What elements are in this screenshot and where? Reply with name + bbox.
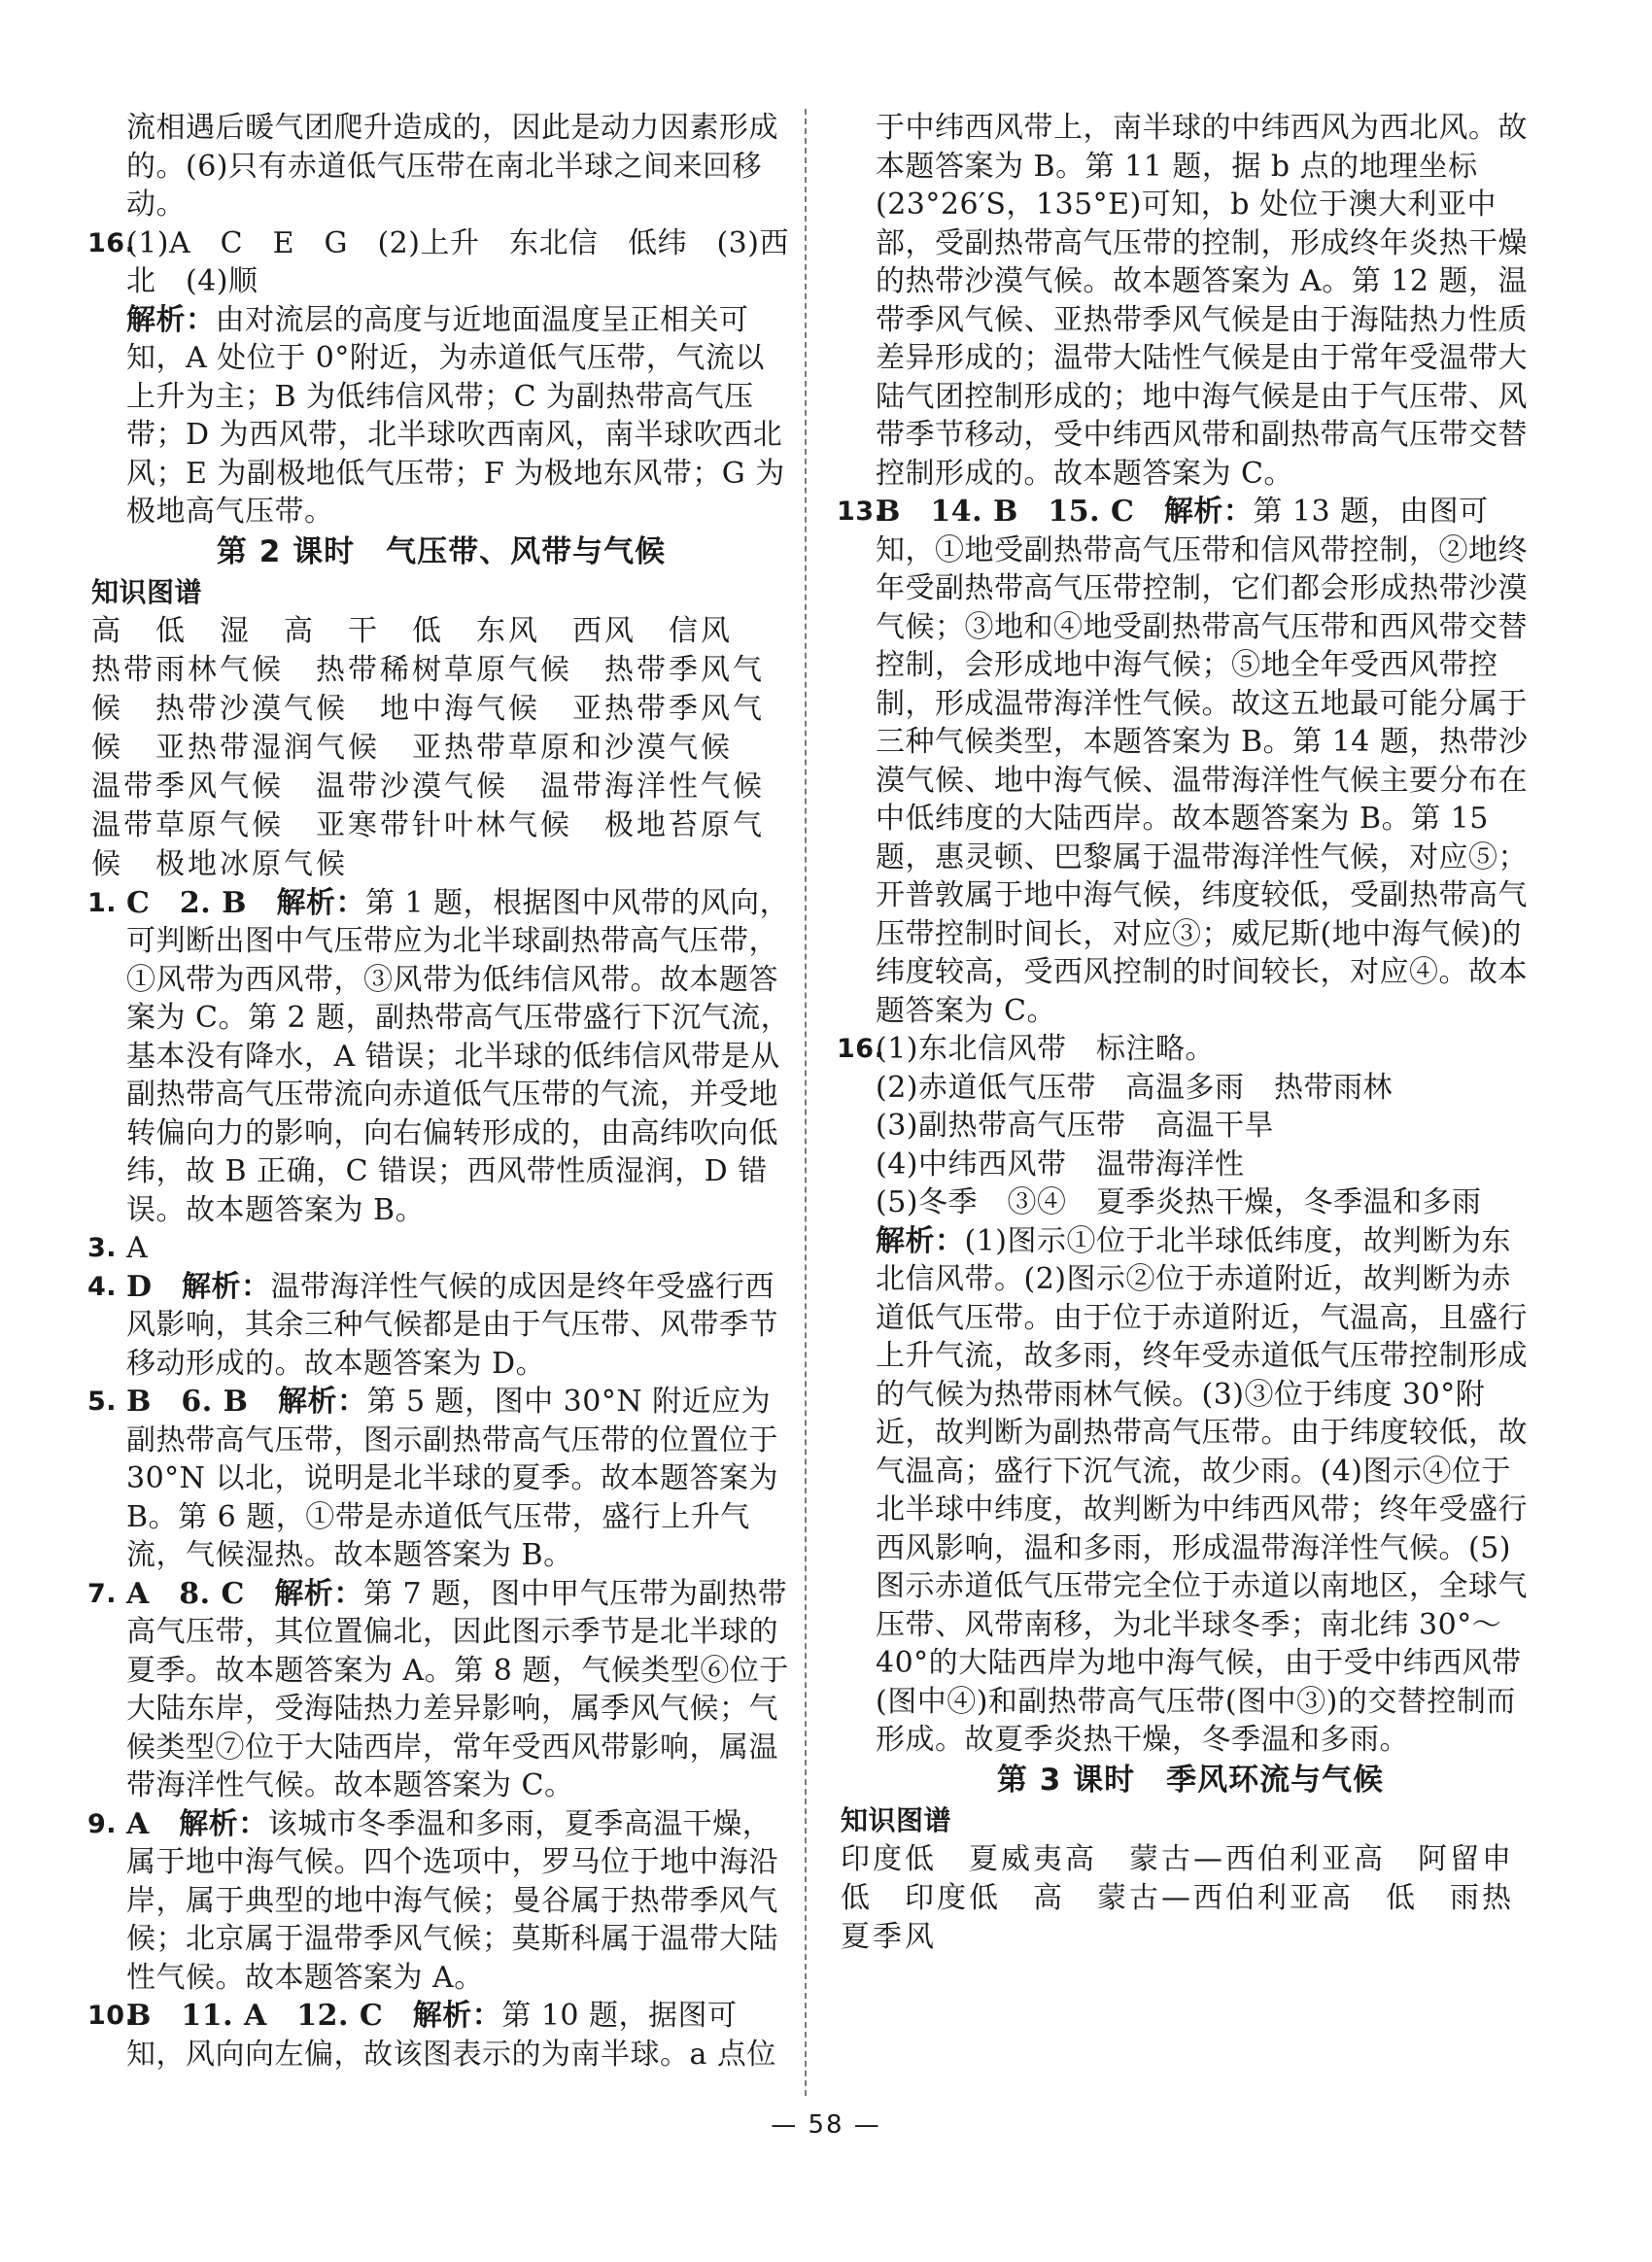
explanation (126, 301, 791, 531)
explanation-text: 该城市冬季温和多雨，夏季高温干燥，属于地中海气候。四个选项中，罗马位于地中海沿岸，属于典型的地中海气候；曼谷属于热带季风气候；北京属于温带季风气候；莫斯科属于温带大陆性气候。故本题答案为 A。 (126, 1806, 778, 1995)
explanation-text: 第 10 题，据图可知，风向向左偏，故该图表示的为南半球。a 点位 (126, 1999, 776, 2072)
question-number: 4. (87, 1271, 118, 1302)
explanation-label: 解析： (876, 1223, 965, 1258)
question-number: 16. (87, 227, 136, 258)
question-13-15 (837, 493, 1540, 1030)
answer-line-1: (1)东北信风带 标注略。 (876, 1032, 1215, 1066)
question-number: 3. (87, 1233, 118, 1263)
question-number: 16. (837, 1034, 885, 1064)
explanation-label: 解析： (277, 1385, 367, 1419)
knowledge-map-label: 知识图谱 (841, 1804, 952, 1836)
question-16-right (837, 1030, 1540, 1760)
explanation-label: 解析： (126, 302, 216, 337)
answer-line-3: (3)副热带高气压带 高温干旱 (876, 1109, 1274, 1143)
continued-text: 于中纬西风带上，南半球的中纬西风为西北风。故本题答案为 B。第 11 题，据 b 点的地理坐标(23°26′S，135°E)可知，b 处位于澳大利亚中部，受副热带高气压带的控制，形成终年炎热干燥的热带沙漠气候。故本题答案为 A。第 12 题，温带季风气候、亚热带季风气候是由于海陆热力性质差异形成的；温带大陆性气候是由于常年受温带大陆气团控制形成的；地中海气候是由于气压带、风带季节移动，受中纬西风带和副热带高气压带交替控制形成的。故本题答案为 C。 (876, 111, 1528, 491)
question-1-2 (87, 884, 791, 1230)
answer-text: A (126, 1231, 149, 1265)
question-4 (87, 1268, 791, 1384)
explanation-text: 第 1 题，根据图中风带的风向，可判断出图中气压带应为北半球副热带高气压带，①风带为西风带，③风带为低纬信风带。故本题答案为 C。第 2 题，副热带高气压带盛行下沉气流，基本没有降水，A 错误；北半球的低纬信风带是从副热带高气压带流向赤道低气压带的气流，并受地转偏向力的影响，向右偏转形成的，由高纬吹向低纬，故 B 正确，C 错误；西风带性质湿润，D 错误。故本题答案为 B。 (126, 885, 791, 1227)
right-column (837, 109, 1546, 1957)
question-16-left (87, 224, 791, 531)
answer-head: A (126, 1806, 180, 1841)
knowledge-map-terms: 印度低 夏威夷高 蒙古—西伯利亚高 阿留申低 印度低 高 蒙古—西伯利亚高 低 雨热 夏季风 (841, 1841, 1546, 1954)
explanation-label: 解析： (274, 1576, 363, 1611)
question-5-6 (87, 1383, 791, 1575)
question-number: 7. (87, 1578, 118, 1609)
intro-text: 流相遇后暖气团爬升造成的，因此是动力因素形成的。(6)只有赤道低气压带在南北半球之间来回移动。 (126, 111, 778, 222)
explanation-label: 解析： (182, 1269, 271, 1304)
question-number: 5. (87, 1387, 118, 1417)
lesson-3-title: 第 3 课时 季风环流与气候 (996, 1762, 1385, 1798)
lesson-2-title: 第 2 课时 气压带、风带与气候 (216, 533, 667, 569)
answer-head: A 8. C (126, 1576, 275, 1611)
column-divider (805, 109, 807, 2096)
question-number: 1. (87, 887, 118, 918)
explanation-label: 解析： (179, 1806, 268, 1841)
explanation-label: 解析： (412, 1999, 502, 2033)
answer-head: B 14. B 15. C (876, 495, 1164, 529)
question-10-12 (87, 1997, 791, 2074)
answer-head: B 11. A 12. C (126, 1999, 413, 2033)
question-number: 13. (837, 497, 885, 527)
explanation-text: 第 7 题，图中甲气压带为副热带高气压带，其位置偏北，因此图示季节是北半球的夏季。故本题答案为 A。第 8 题，气候类型⑥位于大陆东岸，受海陆热力差异影响，属季风气候；气候类型⑦位于大陆西岸，常年受西风带影响，属温带海洋性气候。故本题答案为 C。 (126, 1576, 789, 1802)
answer-head: D (126, 1269, 183, 1304)
knowledge-map-label: 知识图谱 (91, 576, 203, 608)
answer-line-5: (5)冬季 ③④ 夏季炎热干燥，冬季温和多雨 (876, 1185, 1482, 1219)
question-3 (87, 1229, 791, 1268)
left-column (87, 109, 797, 2074)
answer-line-2: (2)赤道低气压带 高温多雨 热带雨林 (876, 1070, 1393, 1105)
question-9 (87, 1805, 791, 1998)
answer-line-4: (4)中纬西风带 温带海洋性 (876, 1147, 1245, 1182)
explanation-text: 由对流层的高度与近地面温度呈正相关可知，A 处位于 0°附近，为赤道低气压带，气流以上升为主；B 为低纬信风带；C 为副热带高气压带；D 为西风带，北半球吹西南风，南半球吹西北风；E 为副极地低气压带；F 为极地东风带；G 为极地高气压带。 (126, 302, 785, 529)
explanation-text: (1)图示①位于北半球低纬度，故判断为东北信风带。(2)图示②位于赤道附近，故判断为赤道低气压带。由于位于赤道附近，气温高，且盛行上升气流，故多雨，终年受赤道低气压带控制形成的气候为热带雨林气候。(3)③位于纬度 30°附近，故判断为副热带高气压带。由于纬度较低，故气温高；盛行下沉气流，故少雨。(4)图示④位于北半球中纬度，故判断为中纬西风带；终年受盛行西风影响，温和多雨，形成温带海洋性气候。(5)图示赤道低气压带完全位于赤道以南地区，全球气压带、风带南移，为北半球冬季；南北纬 30°～40°的大陆西岸为地中海气候，由于受中纬西风带(图中④)和副热带高气压带(图中③)的交替控制而形成。故夏季炎热干燥，冬季温和多雨。 (876, 1223, 1528, 1757)
answer-head: B 6. B (126, 1385, 278, 1419)
explanation-label: 解析： (276, 885, 365, 920)
question-7-8 (87, 1575, 791, 1805)
answer-head: C 2. B (126, 885, 277, 920)
question-number: 9. (87, 1808, 118, 1839)
explanation-text: 第 5 题，图中 30°N 附近应为副热带高气压带，图示副热带高气压带的位置位于 30°N 以北，说明是北半球的夏季。故本题答案为 B。第 6 题，①带是赤道低气压带，盛行上升气流，气候湿热。故本题答案为 B。 (126, 1385, 778, 1572)
question-number: 10. (87, 2001, 136, 2031)
knowledge-map-terms: 高 低 湿 高 干 低 东风 西风 信风 热带雨林气候 热带稀树草原气候 热带季风气候 热带沙漠气候 地中海气候 亚热带季风气候 亚热带湿润气候 亚热带草原和沙漠气候 温带季风气候 温带沙漠气候 温带海洋性气候 温带草原气候 亚寒带针叶林气候 极地苔原气候 极地冰原气候 (91, 613, 797, 881)
explanation-label: 解析： (1163, 495, 1254, 529)
page-number: — 58 — (771, 2110, 881, 2140)
explanation-text: 第 13 题，由图可知，①地受副热带高气压带和信风带控制，②地终年受副热带高气压带控制，它们都会形成热带沙漠气候；③地和④地受副热带高气压带和西风带交替控制，会形成地中海气候；⑤地全年受西风带控制，形成温带海洋性气候。故这五地最可能分属于三种气候类型，本题答案为 B。第 14 题，热带沙漠气候、地中海气候、温带海洋性气候主要分布在中低纬度的大陆西岸。故本题答案为 B。第 15 题，惠灵顿、巴黎属于温带海洋性气候，对应⑤；开普敦属于地中海气候，纬度较低，受副热带高气压带控制时间长，对应③；威尼斯(地中海气候)的纬度较高，受西风控制的时间较长，对应④。故本题答案为 C。 (876, 495, 1529, 1028)
explanation-text: 温带海洋性气候的成因是终年受盛行西风影响，其余三种气候都是由于气压带、风带季节移动形成的。故本题答案为 D。 (126, 1269, 778, 1381)
answer-text: (1)A C E G (2)上升 东北信 低纬 (3)西北 (4)顺 (126, 225, 789, 298)
